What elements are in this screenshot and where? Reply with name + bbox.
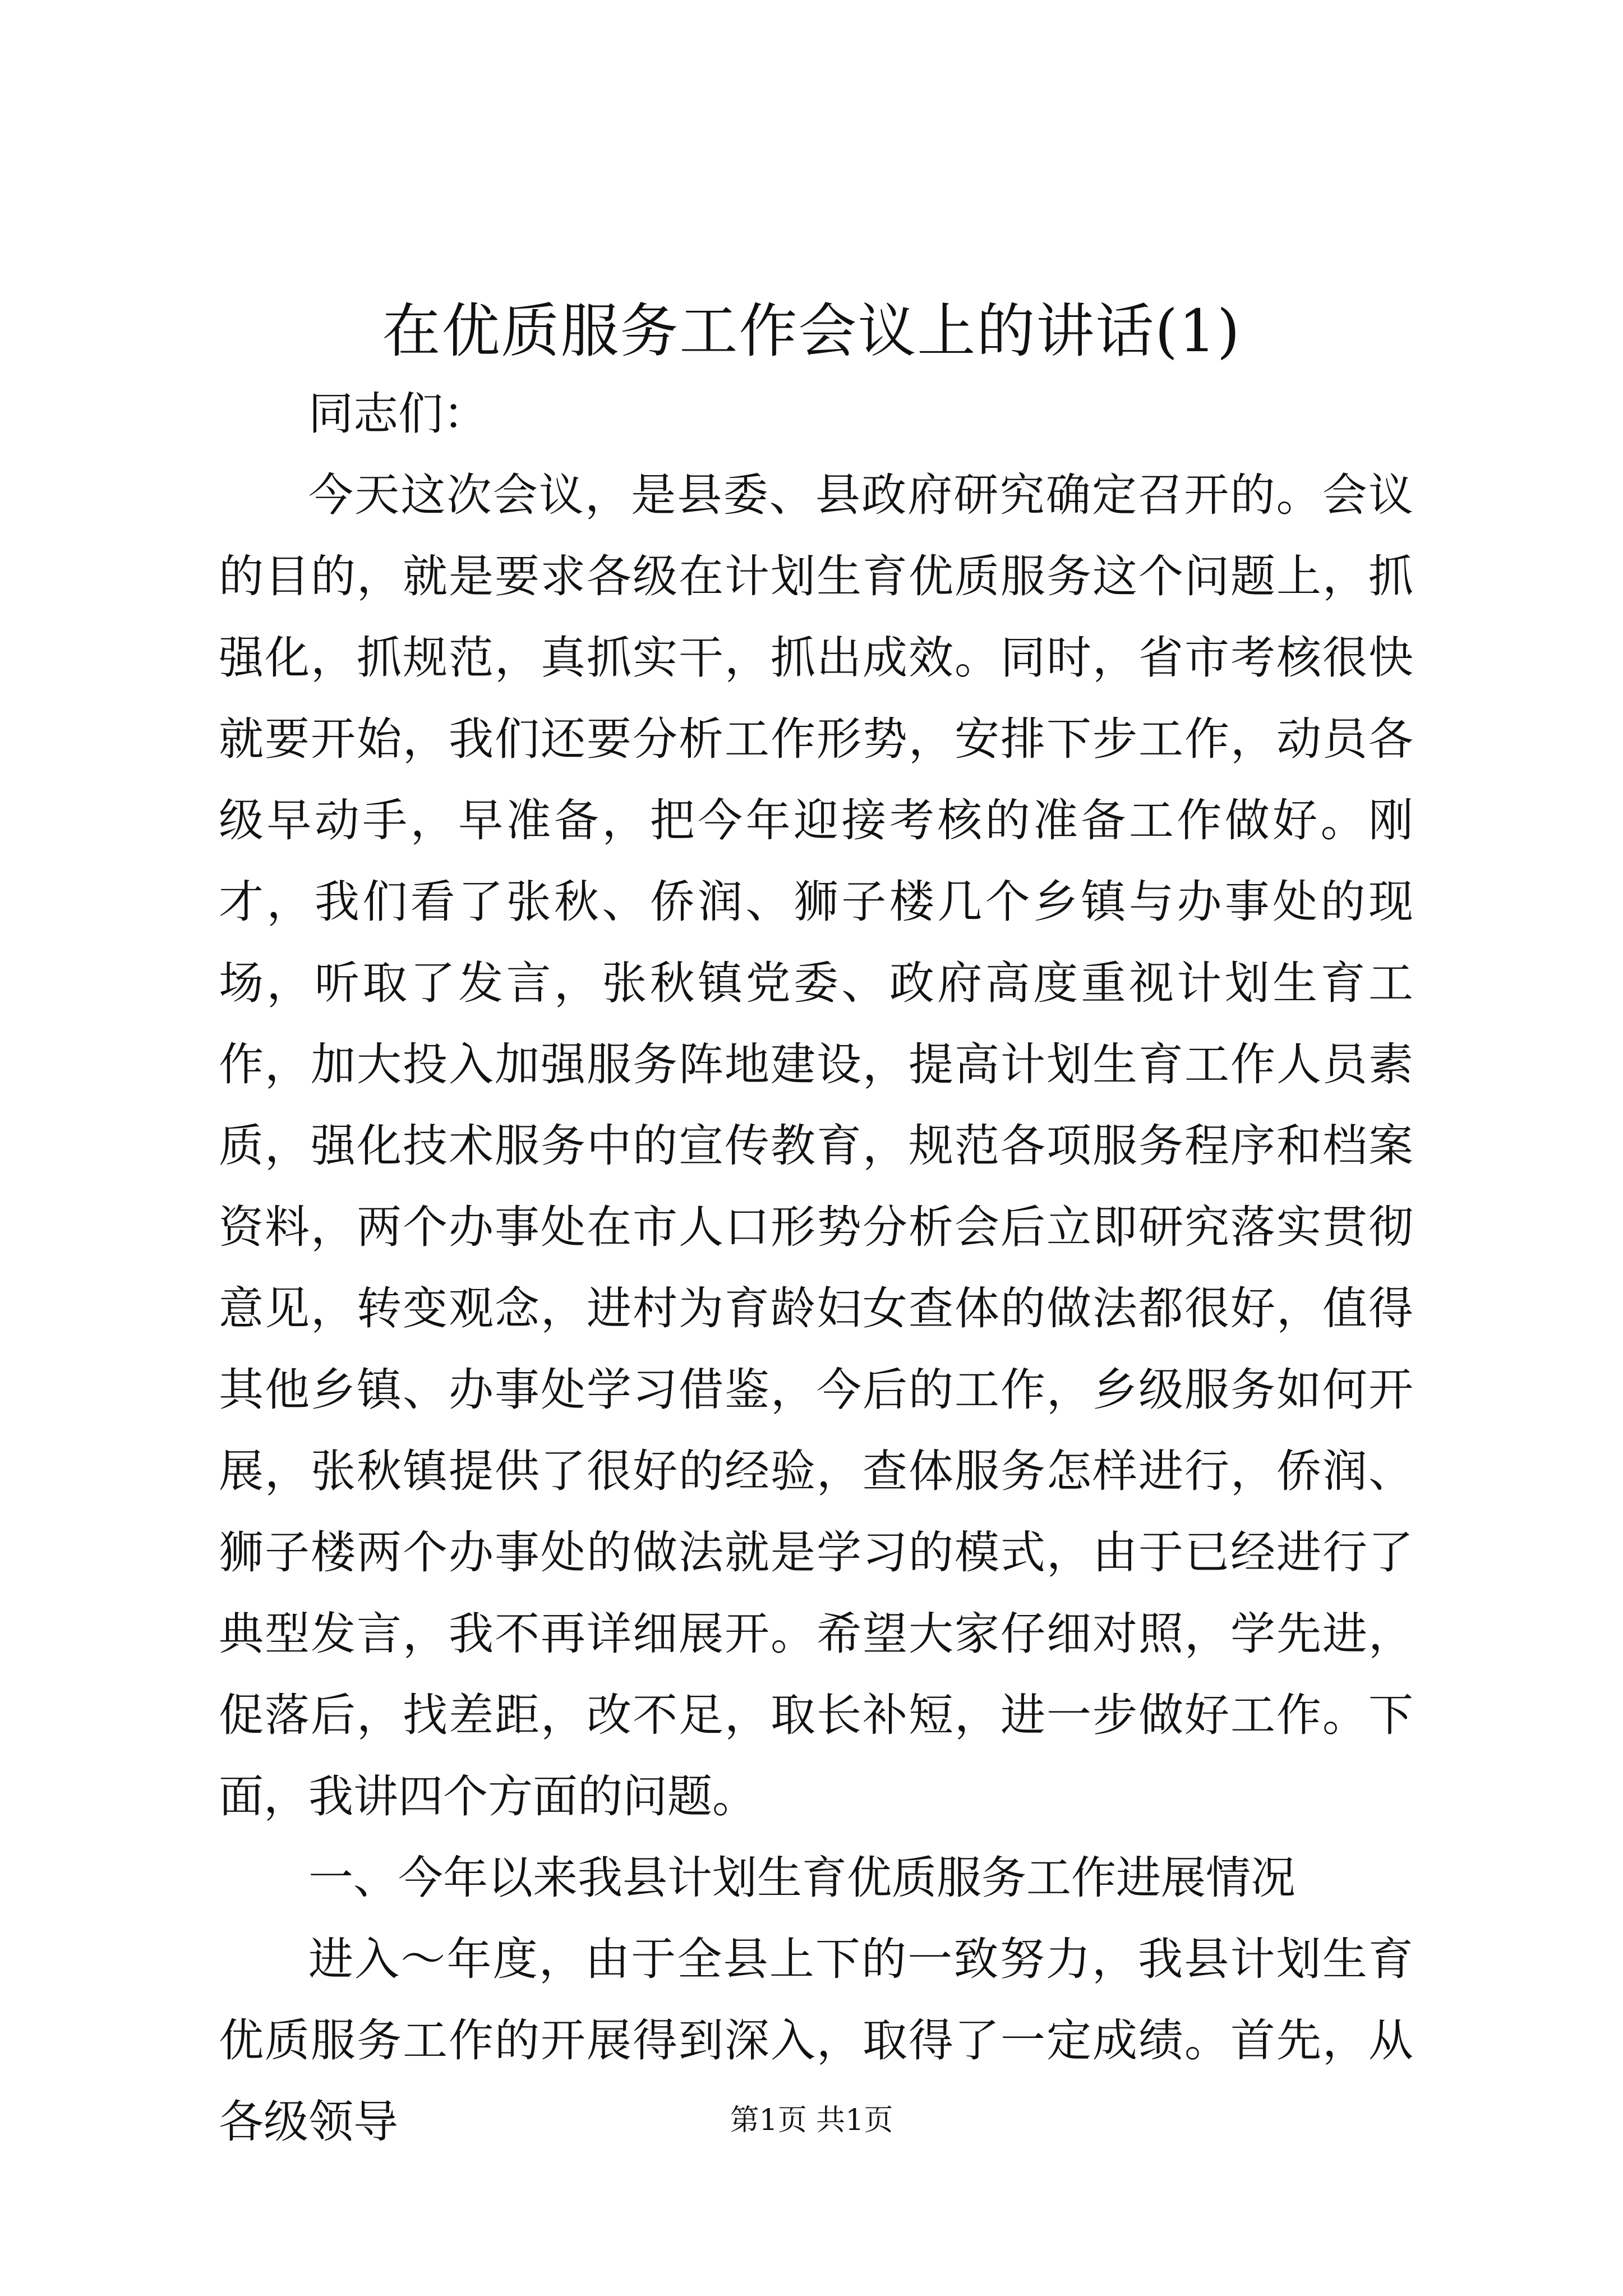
document-body <box>219 373 1413 2162</box>
body-paragraph: 今天这次会议，是县委、县政府研究确定召开的。会议的目的，就是要求各级在计划生育优质服务这个问题上，抓强化，抓规范，真抓实干，抓出成效。同时，省市考核很快就要开始，我们还要分析工作形势，安排下步工作，动员各级早动手，早准备，把今年迎接考核的准备工作做好。刚才，我们看了张秋、侨润、狮子楼几个乡镇与办事处的现场，听取了发言，张秋镇党委、政府高度重视计划生育工作，加大投入加强服务阵地建设，提高计划生育工作人员素质，强化技术服务中的宣传教育，规范各项服务程序和档案资料，两个办事处在市人口形势分析会后立即研究落实贯彻意见，转变观念，进村为育龄妇女查体的做法都很好，值得其他乡镇、办事处学习借鉴，今后的工作，乡级服务如何开展，张秋镇提供了很好的经验，查体服务怎样进行，侨润、狮子楼两个办事处的做法就是学习的模式，由于已经进行了典型发言，我不再详细展开。希望大家仔细对照，学先进，促落后，找差距，改不足，取长补短，进一步做好工作。下面，我讲四个方面的问题。 <box>219 469 1413 1823</box>
page-footer: 第1页 共1页 <box>730 2104 893 2137</box>
document-title: 在优质服务工作会议上的讲话(1) <box>382 297 1241 365</box>
section-paragraph: 进入～年度，由于全县上下的一致努力，我县计划生育优质服务工作的开展得到深入，取得了一定成绩。首先，从各级领导 <box>219 1933 1413 2148</box>
salutation: 同志们： <box>308 388 488 440</box>
section-heading: 一、今年以来我县计划生育优质服务工作进展情况 <box>308 1852 1295 1904</box>
